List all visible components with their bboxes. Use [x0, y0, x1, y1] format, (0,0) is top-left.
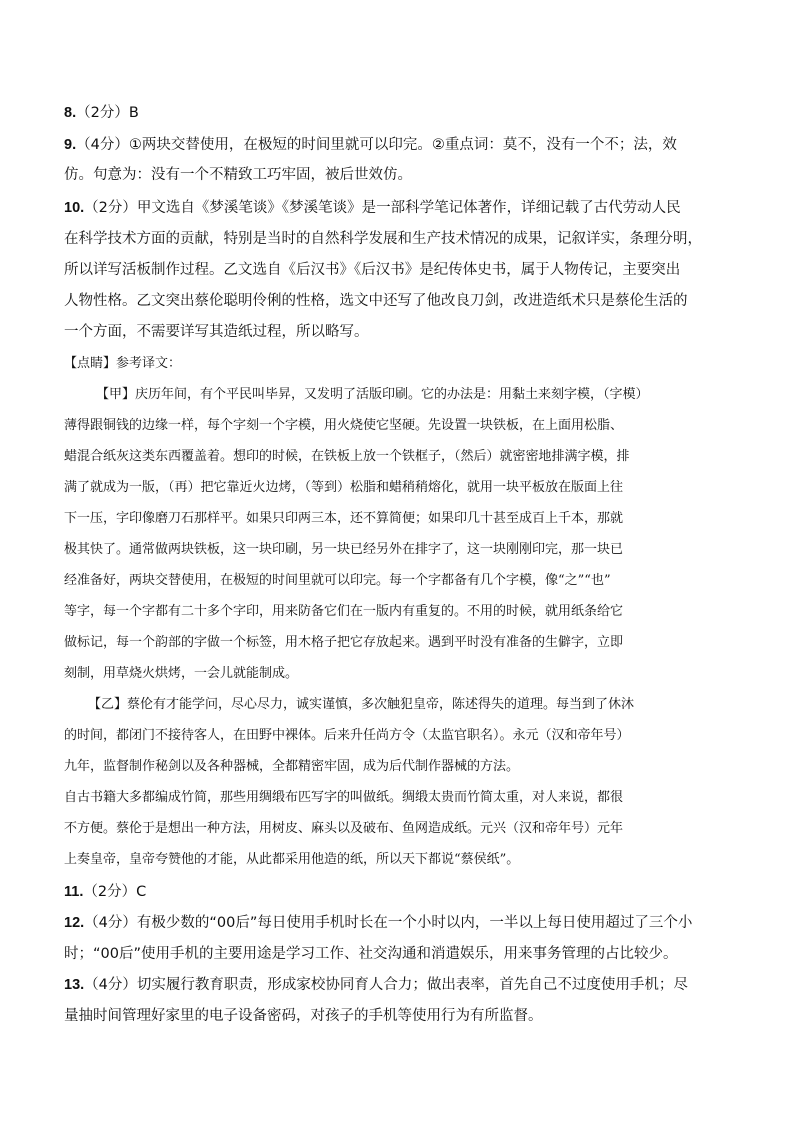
translation-line: 不方便。蔡伦于是想出一种方法，用树皮、麻头以及破布、鱼网造成纸。元兴（汉和帝年号）元年: [64, 821, 624, 836]
answer-9-cont: 仿。句意为：没有一个不精致工巧牢固，被后世效仿。: [64, 167, 412, 183]
answer-10-cont-4: 一个方面，不需要详写其造纸过程，所以略写。: [64, 324, 369, 340]
answer-12-cont: 时；“00后”使用手机的主要用途是学习工作、社交沟通和消遣娱乐，用来事务管理的占比较少。: [64, 946, 678, 962]
translation-line: 【甲】庆历年间，有个平民叫毕昇，又发明了活版印刷。它的办法是：用黏土来刻字模，（字模）: [96, 387, 649, 402]
translation-line: 自古书籍大多都编成竹简，那些用绸缎布匹写字的叫做纸。绸缎太贵而竹简太重，对人来说，都很: [64, 790, 624, 805]
translation-line: 的时间，都闭门不接待客人，在田野中裸体。后来升任尚方令（太监官职名）。永元（汉和帝年号）: [64, 728, 630, 743]
answer-10-cont-1: 在科学技术方面的贡献，特别是当时的自然科学发展和生产技术情况的成果，记叙详实，条理分明，: [64, 231, 702, 247]
translation-line: 上奏皇帝，皇帝夸赞他的才能，从此都采用他造的纸，所以天下都说“蔡侯纸”。: [64, 852, 520, 867]
translation-line: 做标记，每一个韵部的字做一个标签，用木格子把它存放起来。遇到平时没有准备的生僻字，立即: [64, 635, 624, 650]
translation-line: 经准备好，两块交替使用，在极短的时间里就可以印完。每一个字都备有几个字模，像“之”“也”: [64, 573, 611, 588]
translation-line: 薄得跟铜钱的边缘一样，每个字刻一个字模，用火烧使它坚硬。先设置一块铁板，在上面用松脂、: [64, 418, 624, 433]
answer-13-cont: 量抽时间管理好家里的电子设备密码，对孩子的手机等使用行为有所监督。: [64, 1008, 543, 1024]
answer-12: 12.（4分）有极少数的“00后”每日使用手机时长在一个小时以内，一半以上每日使用超过了三个小: [64, 915, 693, 931]
translation-line: 蜡混合纸灰这类东西覆盖着。想印的时候，在铁板上放一个铁框子，（然后）就密密地排满字模，排: [64, 449, 630, 464]
answer-10: 10.（2分）甲文选自《梦溪笔谈》《梦溪笔谈》是一部科学笔记体著作，详细记载了古代劳动人民: [64, 200, 681, 216]
answer-10-cont-3: 人物性格。乙文突出蔡伦聪明伶俐的性格，选文中还写了他改良刀剑，改进造纸术只是蔡伦生活的: [64, 293, 688, 309]
answer-8: 8.（2分）B: [64, 105, 139, 121]
answer-11: 11.（2分）C: [64, 884, 147, 900]
translation-line: 九年，监督制作秘剑以及各种器械，全都精密牢固，成为后代制作器械的方法。: [64, 759, 520, 774]
translation-line: 等字，每一个字都有二十多个字印，用来防备它们在一版内有重复的。不用的时候，就用纸条给它: [64, 604, 624, 619]
note-heading: 【点睛】参考译文：: [64, 356, 182, 371]
translation-line: 【乙】蔡伦有才能学问，尽心尽力，诚实谨慎，多次触犯皇帝，陈述得失的道理。每当到了休沐: [88, 697, 635, 712]
translation-line: 刻制，用草烧火烘烤，一会儿就能制成。: [64, 666, 299, 681]
answer-9: 9.（4分）①两块交替使用，在极短的时间里就可以印完。②重点词：莫不，没有一个不；法，效: [64, 137, 677, 153]
translation-line: 下一压，字印像磨刀石那样平。如果只印两三本，还不算简便；如果印几十甚至成百上千本，那就: [64, 511, 624, 526]
translation-line: 满了就成为一版，（再）把它靠近火边烤，（等到）松脂和蜡稍稍熔化，就用一块平板放在版面上往: [64, 480, 624, 495]
answer-10-cont-2: 所以详写活板制作过程。乙文选自《后汉书》《后汉书》是纪传体史书，属于人物传记，主要突出: [64, 262, 681, 278]
answer-13: 13.（4分）切实履行教育职责，形成家校协同育人合力；做出表率，首先自己不过度使用手机；尽: [64, 977, 688, 993]
translation-line: 极其快了。通常做两块铁板，这一块印刷，另一块已经另外在排字了，这一块刚刚印完，那一块已: [64, 542, 624, 557]
